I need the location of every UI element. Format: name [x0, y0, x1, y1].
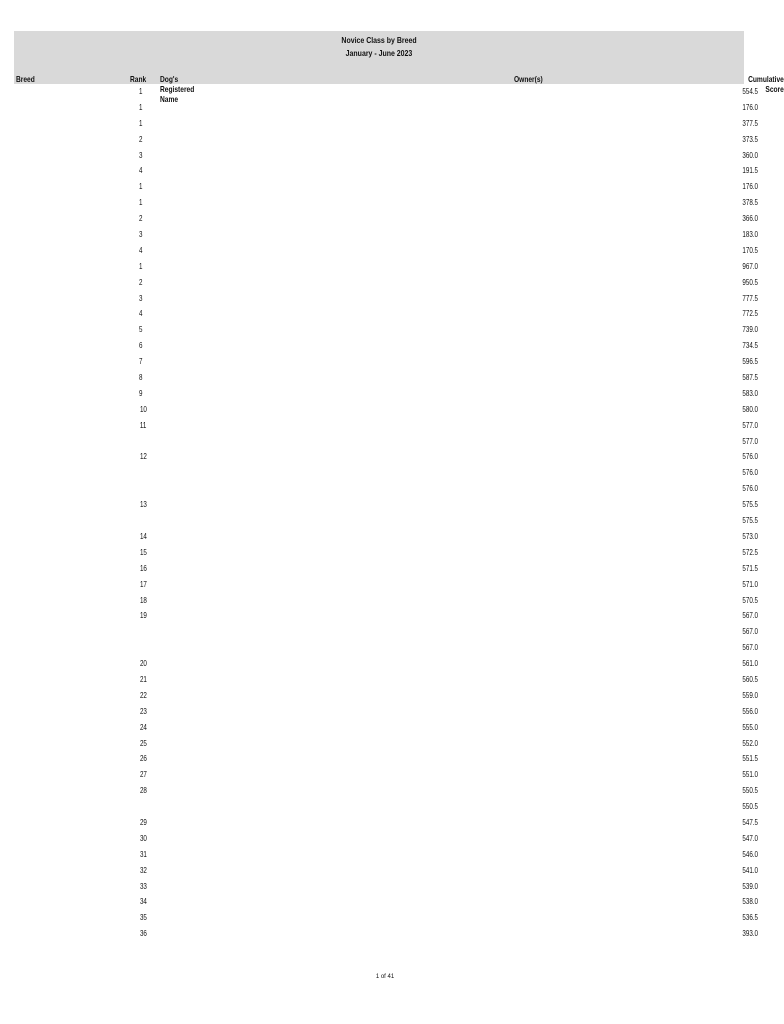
table-row: 9 583.0	[138, 388, 759, 398]
table-row: 19 567.0	[139, 611, 759, 621]
report-page	[14, 31, 784, 942]
table-row: 1 176.0	[138, 102, 759, 112]
table-row: 550.5	[742, 802, 759, 812]
table-row: 2 950.5	[138, 277, 759, 287]
table-row: 28 550.5	[139, 786, 759, 796]
table-row: 31 546.0	[139, 849, 759, 859]
table-body	[14, 84, 759, 942]
table-row: 34 538.0	[139, 897, 759, 907]
table-header: Breed Rank Dog's Registered Name Owner(s) Cumulative Score	[14, 68, 744, 84]
table-row: 20 561.0	[139, 659, 759, 669]
table-row: 18 570.5	[139, 595, 759, 605]
report-title-band	[14, 31, 744, 68]
table-row: 23 556.0	[139, 706, 759, 716]
table-row: 4 191.5	[138, 166, 759, 176]
table-row: 33 539.0	[139, 881, 759, 891]
table-row: 3 777.5	[138, 293, 759, 303]
table-row: 7 596.5	[138, 357, 759, 367]
table-row: 5 739.0	[138, 325, 759, 335]
table-row: 36 393.0	[139, 929, 759, 939]
table-row: 24 555.0	[139, 722, 759, 732]
table-row: 25 552.0	[139, 738, 759, 748]
table-row: 4 170.5	[138, 245, 759, 255]
table-row: 10 580.0	[139, 404, 759, 414]
table-row: 14 573.0	[139, 531, 759, 541]
table-row: 567.0	[742, 627, 759, 637]
table-row: 12 576.0	[139, 452, 759, 462]
table-row: 16 571.5	[139, 563, 759, 573]
table-row: 27 551.0	[139, 770, 759, 780]
page-number: 1 of 41	[375, 974, 395, 980]
table-row: 2 366.0	[138, 214, 759, 224]
table-row: 22 559.0	[139, 690, 759, 700]
report-title: Novice Class by Breed	[341, 35, 417, 45]
table-row: 26 551.5	[139, 754, 759, 764]
table-row: 576.0	[742, 468, 759, 478]
table-row: 13 575.5	[139, 500, 759, 510]
table-row: 29 547.5	[139, 817, 759, 827]
table-row: 3 183.0	[138, 230, 759, 240]
table-row: 575.5	[742, 516, 759, 526]
table-row: 2 373.5	[138, 134, 759, 144]
table-row: 21 560.5	[139, 674, 759, 684]
table-row: 17 571.0	[139, 579, 759, 589]
table-row: 1 377.5	[138, 118, 759, 128]
table-row: 30 547.0	[139, 833, 759, 843]
table-row: 577.0	[742, 436, 759, 446]
table-row: 3 360.0	[138, 150, 759, 160]
table-row: 4 772.5	[138, 309, 759, 319]
table-row: 35 536.5	[139, 913, 759, 923]
table-row: 11 577.0	[139, 420, 759, 430]
table-row: 1 554.5	[138, 87, 759, 96]
table-row: 6 734.5	[138, 341, 759, 351]
report-subtitle: January - June 2023	[345, 48, 413, 58]
table-row: 576.0	[742, 484, 759, 494]
table-row: 32 541.0	[139, 865, 759, 875]
table-row: 567.0	[742, 643, 759, 653]
table-row: 1 176.0	[138, 182, 759, 192]
table-row: 1 967.0	[138, 261, 759, 271]
table-row: 15 572.5	[139, 547, 759, 557]
table-row: 8 587.5	[138, 373, 759, 383]
table-row: 1 378.5	[138, 198, 759, 208]
